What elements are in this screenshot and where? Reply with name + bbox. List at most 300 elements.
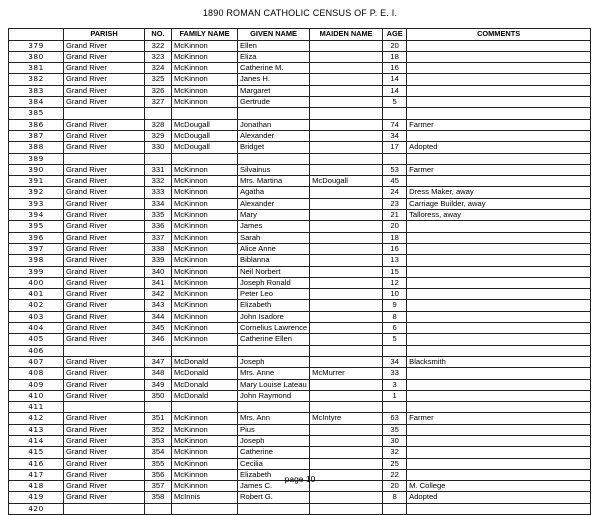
maiden-name-cell	[310, 345, 383, 356]
comments-cell	[407, 447, 591, 458]
parish-cell: Grand River	[64, 243, 145, 254]
given-name-cell: Alexander	[238, 198, 310, 209]
maiden-name-header: MAIDEN NAME	[310, 29, 383, 41]
comments-cell	[407, 368, 591, 379]
entry-number-cell: 350	[145, 390, 172, 401]
age-cell: 16	[383, 63, 407, 74]
parish-cell: Grand River	[64, 164, 145, 175]
age-cell: 15	[383, 266, 407, 277]
comments-cell	[407, 458, 591, 469]
age-cell: 8	[383, 492, 407, 503]
maiden-name-cell	[310, 97, 383, 108]
age-cell	[383, 503, 407, 514]
table-row	[9, 424, 591, 435]
age-cell: 17	[383, 142, 407, 153]
given-name-cell: Peter Leo	[238, 289, 310, 300]
table-row	[9, 119, 591, 130]
given-name-cell: Catherine Ellen	[238, 334, 310, 345]
comments-cell	[407, 221, 591, 232]
family-name-cell: McDougall	[172, 142, 238, 153]
parish-cell: Grand River	[64, 198, 145, 209]
entry-number-cell: 340	[145, 266, 172, 277]
age-cell: 9	[383, 300, 407, 311]
family-name-cell: McKinnon	[172, 289, 238, 300]
age-cell	[383, 402, 407, 413]
line-number-cell: 392	[9, 187, 64, 198]
family-name-cell: McKinnon	[172, 164, 238, 175]
given-name-cell: Catherine M.	[238, 63, 310, 74]
line-number-cell: 395	[9, 221, 64, 232]
entry-number-cell: 324	[145, 63, 172, 74]
family-name-cell: McDonald	[172, 379, 238, 390]
table-row	[9, 243, 591, 254]
line-number-cell: 409	[9, 379, 64, 390]
maiden-name-cell: McIntyre	[310, 413, 383, 424]
age-cell: 33	[383, 368, 407, 379]
maiden-name-cell	[310, 198, 383, 209]
line-number-cell: 382	[9, 74, 64, 85]
parish-cell	[64, 108, 145, 119]
maiden-name-cell	[310, 210, 383, 221]
family-name-cell: McKinnon	[172, 334, 238, 345]
comments-cell: M. College	[407, 481, 591, 492]
age-cell: 34	[383, 130, 407, 141]
parish-cell: Grand River	[64, 311, 145, 322]
family-name-cell: McKinnon	[172, 74, 238, 85]
parish-cell: Grand River	[64, 334, 145, 345]
table-row	[9, 198, 591, 209]
comments-cell	[407, 323, 591, 334]
line-number-cell: 419	[9, 492, 64, 503]
given-name-cell: Silvainus	[238, 164, 310, 175]
entry-number-cell: 329	[145, 130, 172, 141]
age-cell: 14	[383, 74, 407, 85]
maiden-name-cell	[310, 435, 383, 446]
comments-cell	[407, 63, 591, 74]
comments-cell	[407, 390, 591, 401]
given-name-cell	[238, 108, 310, 119]
line-number-cell: 380	[9, 51, 64, 62]
line-number-cell: 410	[9, 390, 64, 401]
maiden-name-cell	[310, 130, 383, 141]
given-name-cell: Pius	[238, 424, 310, 435]
age-cell: 53	[383, 164, 407, 175]
entry-number-cell: 333	[145, 187, 172, 198]
maiden-name-cell	[310, 40, 383, 51]
age-cell: 8	[383, 311, 407, 322]
family-name-cell: McKinnon	[172, 198, 238, 209]
entry-number-cell: 332	[145, 176, 172, 187]
family-name-cell: McKinnon	[172, 435, 238, 446]
line-number-cell: 393	[9, 198, 64, 209]
parish-cell: Grand River	[64, 176, 145, 187]
table-row	[9, 187, 591, 198]
age-cell: 18	[383, 51, 407, 62]
given-name-cell: Sarah	[238, 232, 310, 243]
age-cell: 22	[383, 469, 407, 480]
line-number-cell: 401	[9, 289, 64, 300]
entry-number-cell: 339	[145, 255, 172, 266]
line-number-cell: 414	[9, 435, 64, 446]
parish-cell	[64, 153, 145, 164]
family-name-cell: McKinnon	[172, 469, 238, 480]
comments-cell: Adopted	[407, 492, 591, 503]
comments-cell	[407, 51, 591, 62]
given-name-cell: Mary	[238, 210, 310, 221]
comments-cell	[407, 153, 591, 164]
age-cell: 12	[383, 277, 407, 288]
line-number-cell: 403	[9, 311, 64, 322]
family-name-cell	[172, 503, 238, 514]
maiden-name-cell	[310, 74, 383, 85]
maiden-name-cell	[310, 447, 383, 458]
entry-number-cell: 358	[145, 492, 172, 503]
parish-cell: Grand River	[64, 187, 145, 198]
comments-cell: Talloress, away	[407, 210, 591, 221]
maiden-name-cell	[310, 458, 383, 469]
family-name-header: FAMILY NAME	[172, 29, 238, 41]
table-row	[9, 255, 591, 266]
age-cell: 18	[383, 232, 407, 243]
comments-cell: Farmer	[407, 164, 591, 175]
comments-cell: Farmer	[407, 413, 591, 424]
line-number-cell: 387	[9, 130, 64, 141]
line-number-cell: 398	[9, 255, 64, 266]
age-cell: 20	[383, 40, 407, 51]
family-name-cell: McKinnon	[172, 51, 238, 62]
given-name-cell: Alice Anne	[238, 243, 310, 254]
table-row	[9, 130, 591, 141]
family-name-cell: McKinnon	[172, 176, 238, 187]
line-number-header	[9, 29, 64, 41]
table-row	[9, 300, 591, 311]
page-number: page 10	[284, 474, 316, 484]
parish-cell: Grand River	[64, 74, 145, 85]
family-name-cell: McKinnon	[172, 300, 238, 311]
age-cell: 32	[383, 447, 407, 458]
maiden-name-cell	[310, 402, 383, 413]
table-row	[9, 176, 591, 187]
table-row	[9, 85, 591, 96]
table-row	[9, 311, 591, 322]
given-name-cell: Mrs. Anne	[238, 368, 310, 379]
entry-number-cell: 347	[145, 356, 172, 367]
parish-cell: Grand River	[64, 492, 145, 503]
given-name-cell: Cecilia	[238, 458, 310, 469]
family-name-cell: McKinnon	[172, 424, 238, 435]
given-name-cell: Agatha	[238, 187, 310, 198]
table-row	[9, 368, 591, 379]
line-number-cell: 416	[9, 458, 64, 469]
comments-cell	[407, 108, 591, 119]
comments-cell	[407, 289, 591, 300]
line-number-cell: 404	[9, 323, 64, 334]
maiden-name-cell	[310, 356, 383, 367]
age-cell: 23	[383, 198, 407, 209]
entry-number-cell: 341	[145, 277, 172, 288]
entry-number-cell: 352	[145, 424, 172, 435]
table-row	[9, 164, 591, 175]
family-name-cell	[172, 108, 238, 119]
table-row	[9, 379, 591, 390]
age-cell: 14	[383, 85, 407, 96]
comments-cell	[407, 97, 591, 108]
maiden-name-cell	[310, 323, 383, 334]
maiden-name-cell	[310, 277, 383, 288]
maiden-name-cell	[310, 51, 383, 62]
given-name-cell: Biblanna	[238, 255, 310, 266]
entry-number-cell: 344	[145, 311, 172, 322]
table-row	[9, 345, 591, 356]
age-cell: 5	[383, 97, 407, 108]
family-name-cell: McKinnon	[172, 40, 238, 51]
family-name-cell: McDougall	[172, 130, 238, 141]
comments-cell	[407, 176, 591, 187]
entry-number-cell: 345	[145, 323, 172, 334]
given-name-cell: Mary Louise Lateau	[238, 379, 310, 390]
entry-number-cell: 346	[145, 334, 172, 345]
maiden-name-cell	[310, 85, 383, 96]
age-cell: 20	[383, 481, 407, 492]
entry-number-cell	[145, 402, 172, 413]
family-name-cell: McDonald	[172, 356, 238, 367]
age-cell: 10	[383, 289, 407, 300]
age-cell: 63	[383, 413, 407, 424]
comments-cell: Dress Maker, away	[407, 187, 591, 198]
table-row	[9, 447, 591, 458]
family-name-cell: McDougall	[172, 119, 238, 130]
family-name-cell: McKinnon	[172, 458, 238, 469]
family-name-cell: McInnis	[172, 492, 238, 503]
parish-cell: Grand River	[64, 413, 145, 424]
parish-cell: Grand River	[64, 255, 145, 266]
family-name-cell: McKinnon	[172, 255, 238, 266]
line-number-cell: 390	[9, 164, 64, 175]
maiden-name-cell	[310, 255, 383, 266]
line-number-cell: 399	[9, 266, 64, 277]
comments-cell	[407, 40, 591, 51]
family-name-cell: McKinnon	[172, 277, 238, 288]
parish-cell: Grand River	[64, 142, 145, 153]
maiden-name-cell: McMurrer	[310, 368, 383, 379]
comments-cell	[407, 277, 591, 288]
maiden-name-cell	[310, 266, 383, 277]
family-name-cell: McKinnon	[172, 210, 238, 221]
comments-cell	[407, 74, 591, 85]
comments-cell	[407, 311, 591, 322]
given-name-cell: Robert G.	[238, 492, 310, 503]
parish-cell: Grand River	[64, 379, 145, 390]
age-cell: 3	[383, 379, 407, 390]
comments-cell	[407, 503, 591, 514]
maiden-name-cell	[310, 63, 383, 74]
maiden-name-cell	[310, 142, 383, 153]
given-name-cell: Catherine	[238, 447, 310, 458]
age-cell: 21	[383, 210, 407, 221]
comments-cell	[407, 334, 591, 345]
table-row	[9, 334, 591, 345]
given-name-cell: Margaret	[238, 85, 310, 96]
given-name-cell	[238, 153, 310, 164]
line-number-cell: 381	[9, 63, 64, 74]
line-number-cell: 402	[9, 300, 64, 311]
family-name-cell: McKinnon	[172, 221, 238, 232]
given-name-cell: James	[238, 221, 310, 232]
comments-header: COMMENTS	[407, 29, 591, 41]
table-row	[9, 503, 591, 514]
parish-cell: Grand River	[64, 210, 145, 221]
entry-number-cell: 335	[145, 210, 172, 221]
parish-cell: Grand River	[64, 289, 145, 300]
parish-cell: Grand River	[64, 63, 145, 74]
entry-number-cell: 322	[145, 40, 172, 51]
maiden-name-cell	[310, 424, 383, 435]
table-row	[9, 413, 591, 424]
parish-cell: Grand River	[64, 368, 145, 379]
line-number-cell: 418	[9, 481, 64, 492]
age-cell: 25	[383, 458, 407, 469]
table-body	[9, 40, 591, 514]
age-cell: 45	[383, 176, 407, 187]
maiden-name-cell	[310, 119, 383, 130]
entry-number-cell: 343	[145, 300, 172, 311]
given-name-cell	[238, 345, 310, 356]
parish-cell: Grand River	[64, 435, 145, 446]
entry-number-cell: 342	[145, 289, 172, 300]
parish-cell: Grand River	[64, 277, 145, 288]
given-name-cell: John Raymond	[238, 390, 310, 401]
table-row	[9, 142, 591, 153]
parish-cell: Grand River	[64, 323, 145, 334]
maiden-name-cell	[310, 108, 383, 119]
given-name-cell: Bridget	[238, 142, 310, 153]
comments-cell	[407, 300, 591, 311]
family-name-cell: McKinnon	[172, 243, 238, 254]
given-name-cell: Elizabeth	[238, 469, 310, 480]
age-cell: 30	[383, 435, 407, 446]
line-number-cell: 405	[9, 334, 64, 345]
given-name-cell	[238, 503, 310, 514]
maiden-name-cell	[310, 232, 383, 243]
parish-cell: Grand River	[64, 232, 145, 243]
comments-cell	[407, 243, 591, 254]
entry-number-cell: 323	[145, 51, 172, 62]
given-name-cell: Neil Norbert	[238, 266, 310, 277]
table-row	[9, 266, 591, 277]
line-number-cell: 415	[9, 447, 64, 458]
header-row	[9, 29, 591, 41]
family-name-cell: McKinnon	[172, 187, 238, 198]
parish-cell: Grand River	[64, 266, 145, 277]
entry-number-cell: 354	[145, 447, 172, 458]
family-name-cell: McKinnon	[172, 232, 238, 243]
comments-cell	[407, 345, 591, 356]
table-row	[9, 492, 591, 503]
table-row	[9, 435, 591, 446]
maiden-name-cell	[310, 221, 383, 232]
entry-number-cell: 355	[145, 458, 172, 469]
comments-cell: Blacksmith	[407, 356, 591, 367]
entry-number-cell	[145, 108, 172, 119]
line-number-cell: 413	[9, 424, 64, 435]
age-cell: 6	[383, 323, 407, 334]
line-number-cell: 411	[9, 402, 64, 413]
maiden-name-cell	[310, 164, 383, 175]
entry-number-cell: 351	[145, 413, 172, 424]
family-name-cell: McDonald	[172, 390, 238, 401]
comments-cell	[407, 85, 591, 96]
family-name-cell: McKinnon	[172, 481, 238, 492]
given-name-cell: Joseph	[238, 356, 310, 367]
parish-cell: Grand River	[64, 447, 145, 458]
census-table	[8, 28, 591, 515]
entry-number-cell: 353	[145, 435, 172, 446]
parish-cell: Grand River	[64, 221, 145, 232]
given-name-cell: Jonathan	[238, 119, 310, 130]
table-row	[9, 63, 591, 74]
entry-number-cell: 337	[145, 232, 172, 243]
given-name-cell: Gertrude	[238, 97, 310, 108]
parish-cell: Grand River	[64, 119, 145, 130]
parish-header: PARISH	[64, 29, 145, 41]
entry-number-cell: 334	[145, 198, 172, 209]
parish-cell: Grand River	[64, 51, 145, 62]
given-name-cell: Alexander	[238, 130, 310, 141]
line-number-cell: 406	[9, 345, 64, 356]
parish-cell	[64, 345, 145, 356]
age-cell	[383, 108, 407, 119]
page-title: 1890 ROMAN CATHOLIC CENSUS OF P. E. I.	[202, 8, 398, 18]
parish-cell: Grand River	[64, 130, 145, 141]
family-name-cell	[172, 345, 238, 356]
maiden-name-cell	[310, 243, 383, 254]
table-row	[9, 210, 591, 221]
given-name-header: GIVEN NAME	[238, 29, 310, 41]
family-name-cell: McKinnon	[172, 266, 238, 277]
table-row	[9, 108, 591, 119]
entry-number-cell: 336	[145, 221, 172, 232]
table-row	[9, 356, 591, 367]
table-row	[9, 289, 591, 300]
comments-cell: Adopted	[407, 142, 591, 153]
table-row	[9, 74, 591, 85]
comments-cell: Farmer	[407, 119, 591, 130]
table-row	[9, 221, 591, 232]
family-name-cell: McKinnon	[172, 323, 238, 334]
comments-cell	[407, 424, 591, 435]
line-number-cell: 383	[9, 85, 64, 96]
table-row	[9, 232, 591, 243]
comments-cell	[407, 402, 591, 413]
given-name-cell: Eliza	[238, 51, 310, 62]
parish-cell: Grand River	[64, 85, 145, 96]
given-name-cell: Mrs. Martina	[238, 176, 310, 187]
line-number-cell: 385	[9, 108, 64, 119]
line-number-cell: 407	[9, 356, 64, 367]
comments-cell	[407, 232, 591, 243]
line-number-cell: 379	[9, 40, 64, 51]
line-number-cell: 396	[9, 232, 64, 243]
line-number-cell: 400	[9, 277, 64, 288]
given-name-cell: James C.	[238, 481, 310, 492]
given-name-cell: John Isadore	[238, 311, 310, 322]
maiden-name-cell	[310, 503, 383, 514]
table-row	[9, 97, 591, 108]
table-row	[9, 153, 591, 164]
maiden-name-cell	[310, 311, 383, 322]
line-number-cell: 386	[9, 119, 64, 130]
entry-number-cell: 330	[145, 142, 172, 153]
